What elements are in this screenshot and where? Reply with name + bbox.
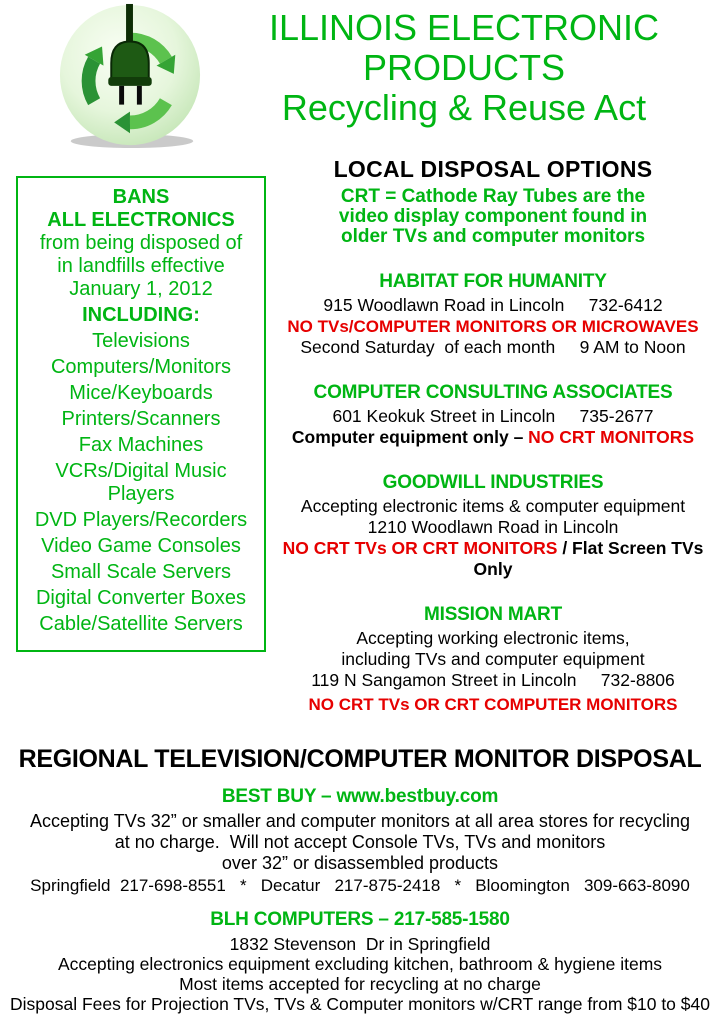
blh-disposal-fees: Disposal Fees for Projection TVs, TVs & Computer monitors w/CRT range from $10 to $40 xyxy=(10,994,710,1014)
goodwill-address: 1210 Woodlawn Road in Lincoln xyxy=(367,517,619,537)
recycle-plug-logo xyxy=(40,2,220,150)
bans-effective-date: January 1, 2012 xyxy=(69,278,213,300)
main-content xyxy=(0,150,720,715)
list-item: Video Game Consoles xyxy=(41,535,241,557)
bestbuy-phone-numbers: Springfield 217-698-8551 * Decatur 217-875-2418 * Bloomington 309-663-8090 xyxy=(30,876,690,895)
list-item: Computers/Monitors xyxy=(50,356,232,378)
mission-mart-entry xyxy=(266,604,720,715)
list-item: Fax Machines xyxy=(78,434,204,456)
bestbuy-line-2: at no charge. Will not accept Console TVs, TVs and monitors xyxy=(114,832,606,852)
crt-definition-note xyxy=(266,187,720,247)
mission-accepting-line-2: including TVs and computer equipment xyxy=(341,649,645,669)
regional-title: REGIONAL TELEVISION/COMPUTER MONITOR DISPOSAL xyxy=(18,745,702,773)
flyer-header xyxy=(0,0,720,150)
title-line-2: PRODUCTS xyxy=(362,47,565,88)
list-item: DVD Players/Recorders xyxy=(34,509,248,531)
including-label: INCLUDING: xyxy=(82,304,200,326)
bestbuy-line-1: Accepting TVs 32” or smaller and computer monitors at all area stores for recycling xyxy=(30,811,690,831)
list-item: Digital Converter Boxes xyxy=(35,587,247,609)
habitat-name: HABITAT FOR HUMANITY xyxy=(379,271,607,292)
list-item: VCRs/Digital Music Players xyxy=(55,460,227,505)
habitat-entry xyxy=(266,271,720,358)
page-title xyxy=(222,8,706,128)
list-item: Televisions xyxy=(92,330,190,352)
blh-no-charge: Most items accepted for recycling at no charge xyxy=(179,974,541,994)
note-red-segment: NO CRT MONITORS xyxy=(528,427,695,447)
list-item: Printers/Scanners xyxy=(61,408,221,430)
list-item: Small Scale Servers xyxy=(50,561,232,583)
computer-consulting-entry xyxy=(266,382,720,448)
blh-computers-entry xyxy=(0,909,720,1014)
note-black-segment: Computer equipment only – xyxy=(291,427,529,447)
title-line-3: Recycling & Reuse Act xyxy=(281,87,647,128)
bestbuy-line-3: over 32” or disassembled products xyxy=(221,853,499,873)
warning-black-segment: / Flat Screen TVs Only xyxy=(473,538,709,579)
list-item: Mice/Keyboards xyxy=(69,382,213,404)
crt-note-line-2: video display component found in xyxy=(338,206,648,227)
bans-heading-2: ALL ELECTRONICS xyxy=(47,209,235,231)
computer-consulting-address: 601 Keokuk Street in Lincoln 735-2677 xyxy=(332,406,654,426)
bestbuy-entry xyxy=(0,786,720,897)
computer-consulting-name: COMPUTER CONSULTING ASSOCIATES xyxy=(313,382,673,403)
list-item: Cable/Satellite Servers xyxy=(39,613,243,635)
bans-body-line-1: from being disposed of xyxy=(39,232,243,254)
regional-disposal-section xyxy=(0,745,720,1014)
banned-items-list xyxy=(20,330,262,636)
computer-consulting-note xyxy=(266,427,720,448)
goodwill-entry xyxy=(266,472,720,580)
blh-accepting: Accepting electronics equipment excluding kitchen, bathroom & hygiene items xyxy=(57,954,663,974)
bestbuy-name: BEST BUY – www.bestbuy.com xyxy=(221,786,499,807)
habitat-address: 915 Woodlawn Road in Lincoln 732-6412 xyxy=(323,295,663,315)
goodwill-name: GOODWILL INDUSTRIES xyxy=(382,472,604,493)
title-line-1: ILLINOIS ELECTRONIC xyxy=(268,7,660,48)
mission-mart-name: MISSION MART xyxy=(424,604,562,625)
mission-address: 119 N Sangamon Street in Lincoln 732-8806 xyxy=(311,670,675,690)
local-disposal-section xyxy=(266,156,720,715)
mission-warning: NO CRT TVs OR CRT COMPUTER MONITORS xyxy=(308,695,678,714)
blh-address: 1832 Stevenson Dr in Springfield xyxy=(229,934,491,954)
blh-name: BLH COMPUTERS – 217-585-1580 xyxy=(210,909,510,930)
habitat-warning: NO TVs/COMPUTER MONITORS OR MICROWAVES xyxy=(287,317,699,336)
recycle-plug-logo-graphic xyxy=(40,2,220,150)
bans-heading-1: BANS xyxy=(112,186,170,208)
warning-red-segment: NO CRT TVs OR CRT MONITORS xyxy=(282,538,558,558)
bans-body-line-2: in landfills effective xyxy=(57,255,225,277)
goodwill-warning xyxy=(266,538,720,580)
crt-note-line-3: older TVs and computer monitors xyxy=(340,226,646,247)
crt-note-line-1: CRT = Cathode Ray Tubes are the xyxy=(340,186,646,207)
habitat-schedule: Second Saturday of each month 9 AM to Noon xyxy=(300,337,686,357)
bans-box xyxy=(16,176,266,652)
goodwill-accepting: Accepting electronic items & computer equipment xyxy=(300,496,686,516)
local-disposal-title: LOCAL DISPOSAL OPTIONS xyxy=(333,156,653,182)
mission-accepting-line-1: Accepting working electronic items, xyxy=(356,628,630,648)
